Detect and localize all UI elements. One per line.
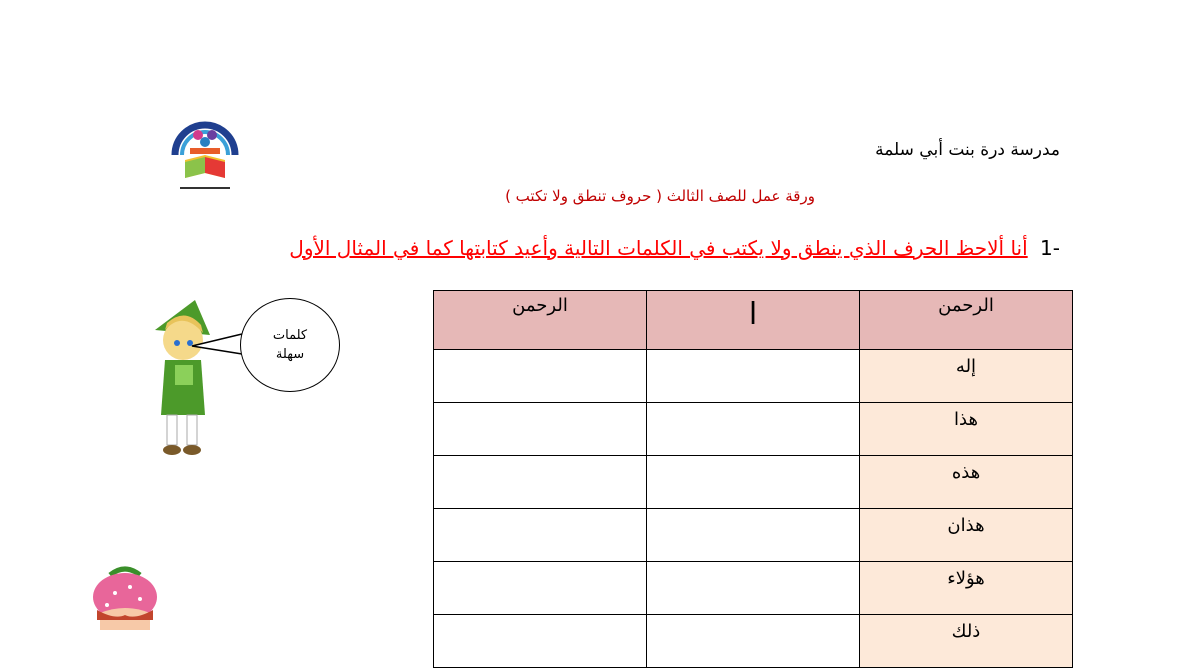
word-text: هؤلاء (947, 568, 985, 589)
worksheet-subtitle (0, 187, 1200, 205)
word-text: ذلك (951, 621, 981, 642)
letter-answer-cell[interactable] (647, 509, 860, 562)
school-logo (160, 100, 250, 200)
word-cell (860, 562, 1073, 615)
table-row (434, 615, 1073, 668)
speech-bubble (240, 298, 340, 392)
letter-answer-cell[interactable] (647, 403, 860, 456)
header-word-cell (860, 291, 1073, 350)
word-cell (860, 403, 1073, 456)
school-name: مدرسة درة بنت أبي سلمة (875, 140, 1060, 160)
rewrite-answer-cell[interactable] (434, 403, 647, 456)
word-cell (860, 615, 1073, 668)
rewrite-answer-cell[interactable] (434, 562, 647, 615)
word-text: هذه (951, 462, 981, 483)
table-row (434, 456, 1073, 509)
word-text: هذان (947, 515, 985, 536)
boy-character-illustration (135, 295, 230, 465)
question-text: أنا ألاحظ الحرف الذي ينطق ولا يكتب في الكلمات التالية وأعيد كتابتها كما في المثال الأول (289, 236, 1028, 260)
table-row (434, 403, 1073, 456)
letter-answer-cell[interactable] (647, 615, 860, 668)
word-cell (860, 456, 1073, 509)
letter-answer-cell[interactable] (647, 562, 860, 615)
worksheet-table (433, 290, 1073, 668)
table-row (434, 509, 1073, 562)
rewrite-answer-cell[interactable] (434, 350, 647, 403)
letter-answer-cell[interactable] (647, 456, 860, 509)
worksheet-subtitle-text: ورقة عمل للصف الثالث ( حروف تنطق ولا تكتب ) (505, 187, 815, 205)
speech-bubble-line2: سهلة (275, 347, 305, 362)
table-row (434, 350, 1073, 403)
word-cell (860, 350, 1073, 403)
word-text: إله (955, 356, 977, 377)
word-text: هذا (954, 409, 978, 430)
header-rewrite-cell (434, 291, 647, 350)
table-header-row (434, 291, 1073, 350)
rewrite-answer-cell[interactable] (434, 615, 647, 668)
table-row (434, 562, 1073, 615)
header-letter-cell (647, 291, 860, 350)
question-1 (289, 236, 1060, 260)
header-rewrite: الرحمن (512, 295, 568, 316)
strawberry-girl-illustration (85, 565, 165, 630)
rewrite-answer-cell[interactable] (434, 509, 647, 562)
speech-bubble-line1: كلمات (272, 328, 308, 343)
word-cell (860, 509, 1073, 562)
rewrite-answer-cell[interactable] (434, 456, 647, 509)
letter-answer-cell[interactable] (647, 350, 860, 403)
header-letter: ا (748, 297, 758, 332)
question-number: -1 (1040, 236, 1060, 260)
header-word: الرحمن (938, 295, 994, 316)
